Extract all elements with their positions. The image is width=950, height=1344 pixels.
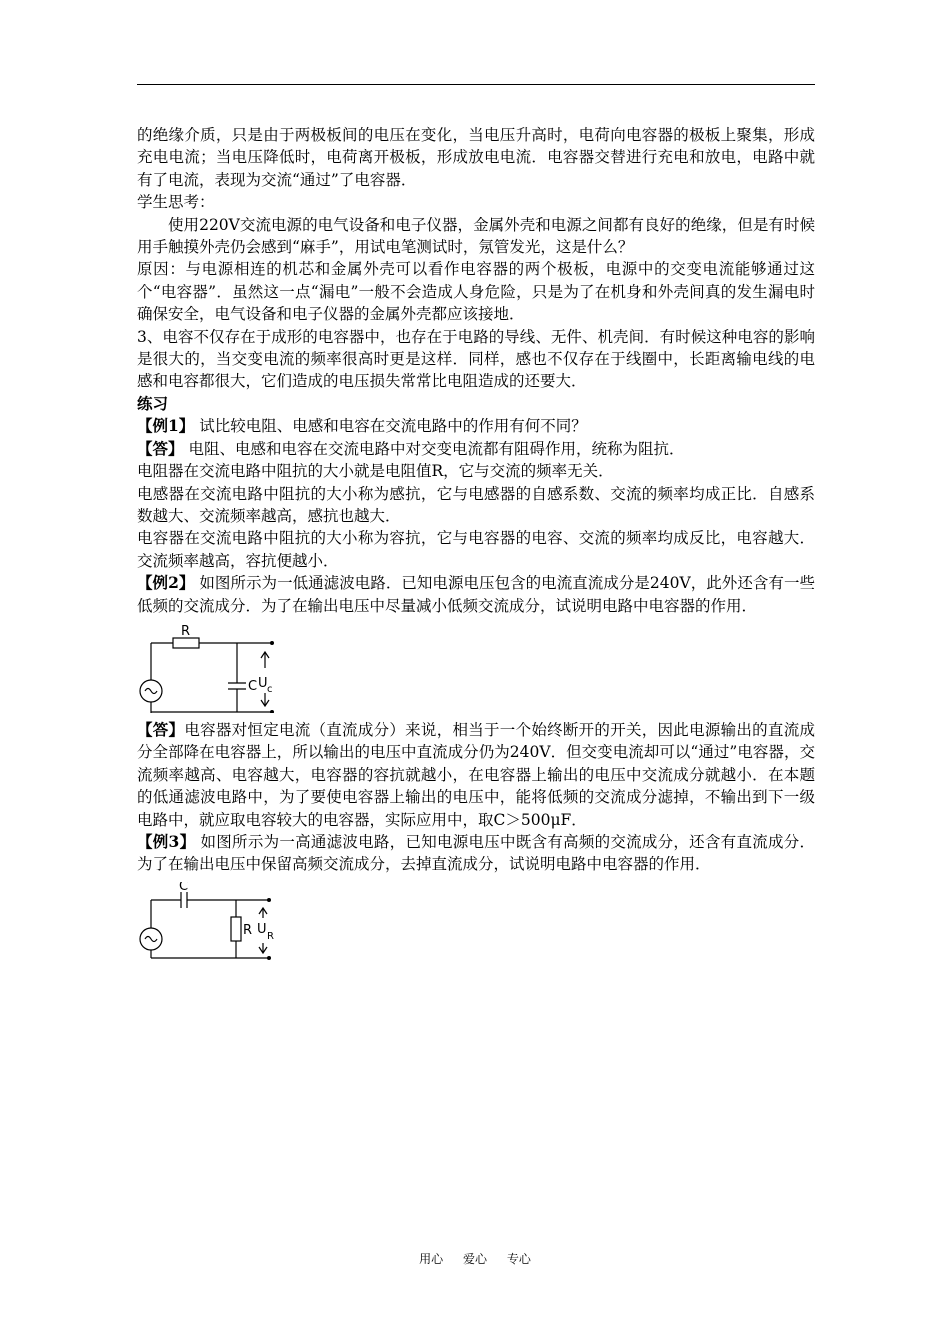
example-1-label: 【例1】 <box>137 416 195 436</box>
example-1-question: 【例1】 试比较电阻、电感和电容在交流电路中的作用有何不同？ <box>137 416 587 436</box>
resistor-label: R <box>181 623 191 639</box>
capacitor-label: C <box>248 678 258 694</box>
answer-label: 【答】 <box>137 719 185 739</box>
example-2-label: 【例2】 <box>137 573 195 593</box>
paragraph-dielectric: 的绝缘介质，只是由于两极板间的电压在变化，当电压升高时，电荷向电容器的极板上聚集，形成充电电流；当电压降低时，电荷离开极板，形成放电电流．电容器交替进行充电和放电，电路中就有了电流，表现为交流“通过”了电容器． <box>137 126 815 189</box>
example-3-question: 【例3】 如图所示为一高通滤波电路，已知电源电压中既含有高频的交流成分，还含有直流成分．为了在输出电压中保留高频交流成分，去掉直流成分，试说明电路中电容器的作用． <box>137 831 815 874</box>
voltage-label: U <box>257 921 267 937</box>
practice-heading: 练习 <box>137 393 169 413</box>
example-1-answer: 【答】 电阻、电感和电容在交流电路中对交变电流都有阻碍作用，统称为阻抗． <box>137 438 685 458</box>
high-pass-circuit-diagram <box>137 882 297 962</box>
resistor-label: R <box>243 922 253 938</box>
example-1-resistor: 电阻器在交流电路中阻抗的大小就是电阻值R，它与交流的频率无关． <box>137 462 614 481</box>
paragraph-question: 使用220V交流电源的电气设备和电子仪器，金属外壳和电源之间都有良好的绝缘，但是有时候用手触摸外壳仍会感到“麻手”，用试电笔测试时，氖管发光，这是什么？ <box>137 215 815 257</box>
example-2-question: 【例2】 如图所示为一低通滤波电路．已知电源电压包含的电流直流成分是240V，此外还含有一些低频的交流成分．为了在输出电压中尽量减小低频交流成分，试说明电路中电容器的作用． <box>137 573 815 615</box>
voltage-subscript: R <box>267 930 274 942</box>
example-3-label: 【例3】 <box>137 831 196 851</box>
paragraph-reason: 原因：与电源相连的机芯和金属外壳可以看作电容器的两个极板，电源中的交变电流能够通过这个“电容器”．虽然这一点“漏电”一般不会造成人身危险，只是为了在机身和外壳间真的发生漏电时确保安全，电气设备和电子仪器的金属外壳都应该接地． <box>137 260 815 324</box>
paragraph-point-3: 3、电容不仅存在于成形的电容器中，也存在于电路的导线、无件、机壳间．有时候这种电容的影响是很大的，当交变电流的频率很高时更是这样．同样，感也不仅存在于线圈中，长距离输电线的电感和电容都很大，它们造成的电压损失常常比电阻造成的还要大． <box>137 327 815 391</box>
document-body <box>137 124 815 962</box>
capacitor-label: C <box>179 881 189 894</box>
example-1-capacitor: 电容器在交流电路中阻抗的大小称为容抗，它与电容器的电容、交流的频率均成反比，电容越大．交流频率越高，容抗便越小． <box>137 529 815 570</box>
answer-label: 【答】 <box>137 438 184 458</box>
example-2-answer: 【答】电容器对恒定电流（直流成分）来说，相当于一个始终断开的开关，因此电源输出的直流成分全部降在电容器上，所以输出的电压中直流成分仍为240V．但交变电流却可以“通过”电容器，交流频率越高、电容越大，电容器的容抗就越小，在电容器上输出的电压中交流成分就越小．在本题的低通滤波电路中，为了要使电容器上输出的电压中，能将低频的交流成分滤掉，不输出到下一级电路中，就应取电容较大的电容器，实际应用中，取C＞500μF． <box>137 719 815 829</box>
voltage-label: U <box>258 675 268 691</box>
example-1-inductor: 电感器在交流电路中阻抗的大小称为感抗，它与电感器的自感系数、交流的频率均成正比．自感系数越大、交流频率越高，感抗也越大． <box>137 484 815 525</box>
page-footer <box>0 1250 950 1267</box>
footer-text-2: 爱心 <box>462 1252 487 1266</box>
footer-text-1: 用心 <box>419 1252 444 1266</box>
paragraph-student-thinking: 学生思考： <box>137 193 215 212</box>
header-rule <box>137 84 815 85</box>
voltage-subscript: c <box>267 683 273 695</box>
footer-text-3: 专心 <box>506 1252 531 1266</box>
low-pass-circuit-diagram <box>137 623 297 713</box>
